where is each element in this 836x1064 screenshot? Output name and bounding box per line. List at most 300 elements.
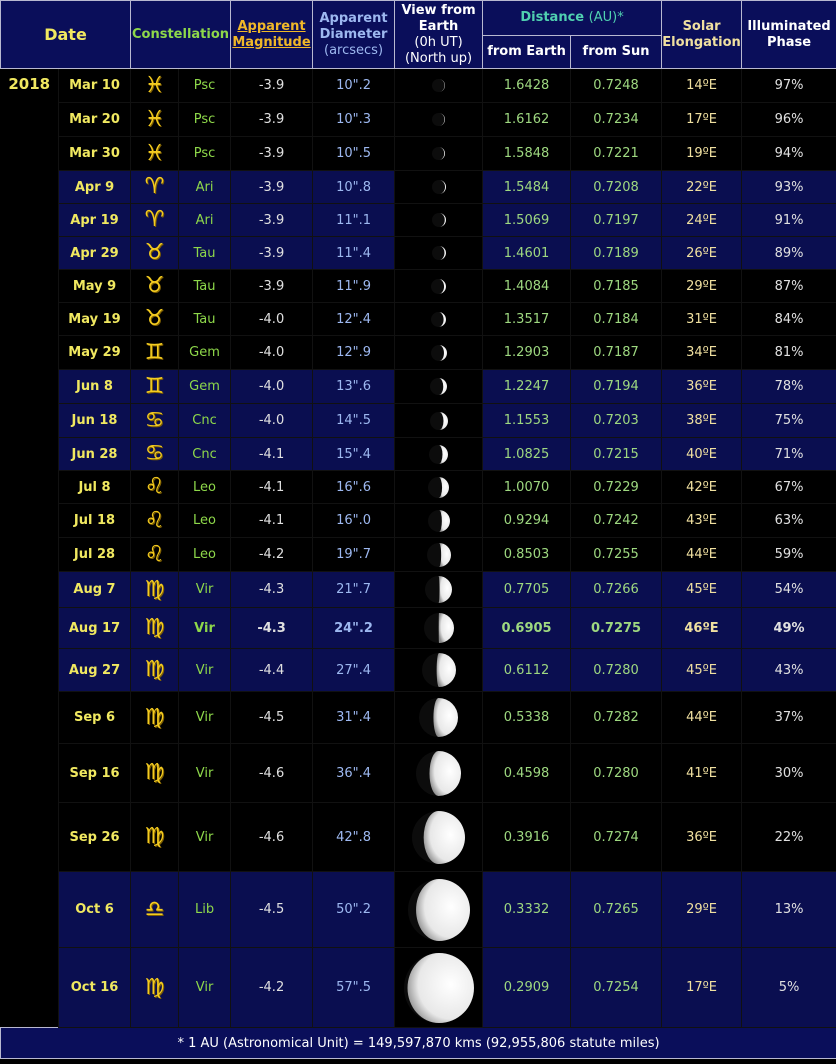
constellation-abbr: Leo: [179, 504, 231, 538]
apparent-magnitude: -3.9: [231, 204, 313, 237]
apparent-diameter: 10".8: [313, 171, 395, 204]
illuminated-phase: 49%: [742, 608, 836, 649]
distance-from-sun: 0.7189: [571, 237, 662, 270]
constellation-abbr: Psc: [179, 103, 231, 137]
venus-phase-icon: [415, 750, 462, 797]
row-date: Apr 29: [59, 237, 131, 270]
table-row: [1, 370, 836, 404]
venus-phase-view: [395, 872, 483, 948]
venus-phase-view: [395, 572, 483, 608]
row-date: May 29: [59, 336, 131, 370]
illuminated-phase: 63%: [742, 504, 836, 538]
apparent-magnitude: -4.0: [231, 404, 313, 438]
header-distance-unit: (AU)*: [588, 10, 624, 25]
header-date: Date: [1, 1, 131, 69]
row-date: Sep 16: [59, 744, 131, 803]
venus-phase-icon: [427, 476, 450, 499]
illuminated-phase: 84%: [742, 303, 836, 336]
constellation-symbol: [131, 649, 179, 692]
apparent-diameter: 50".2: [313, 872, 395, 948]
venus-phase-view: [395, 137, 483, 171]
constellation-symbol: [131, 948, 179, 1028]
virgo-icon: ♍: [144, 704, 165, 730]
apparent-diameter: 42".8: [313, 803, 395, 872]
table-row: [1, 69, 836, 103]
apparent-diameter: 16".0: [313, 504, 395, 538]
table-row: [1, 471, 836, 504]
footnote-au: * 1 AU (Astronomical Unit) = 149,597,870 kms (92,955,806 statute miles): [1, 1028, 836, 1059]
constellation-symbol: [131, 336, 179, 370]
apparent-magnitude: -3.9: [231, 171, 313, 204]
distance-from-sun: 0.7187: [571, 336, 662, 370]
venus-phase-icon: [431, 112, 446, 127]
constellation-symbol: [131, 438, 179, 471]
apparent-diameter: 11".9: [313, 270, 395, 303]
constellation-abbr: Tau: [179, 270, 231, 303]
apparent-diameter: 11".1: [313, 204, 395, 237]
constellation-abbr: Tau: [179, 303, 231, 336]
solar-elongation: 40ºE: [662, 438, 742, 471]
solar-elongation: 43ºE: [662, 504, 742, 538]
row-date: Apr 9: [59, 171, 131, 204]
row-date: Oct 6: [59, 872, 131, 948]
venus-phase-view: [395, 69, 483, 103]
apparent-magnitude: -3.9: [231, 69, 313, 103]
table-row: [1, 504, 836, 538]
distance-from-earth: 1.2903: [483, 336, 571, 370]
constellation-symbol: [131, 744, 179, 803]
solar-elongation: 22ºE: [662, 171, 742, 204]
distance-from-earth: 1.1553: [483, 404, 571, 438]
constellation-abbr: Vir: [179, 608, 231, 649]
table-row: [1, 171, 836, 204]
illuminated-phase: 81%: [742, 336, 836, 370]
constellation-abbr: Vir: [179, 572, 231, 608]
venus-phase-view: [395, 948, 483, 1028]
apparent-diameter: 13".6: [313, 370, 395, 404]
constellation-abbr: Vir: [179, 744, 231, 803]
distance-from-sun: 0.7255: [571, 538, 662, 572]
virgo-icon: ♍: [144, 657, 165, 682]
table-row: [1, 692, 836, 744]
leo-icon: ♌: [144, 541, 165, 567]
venus-phase-view: [395, 303, 483, 336]
solar-elongation: 29ºE: [662, 872, 742, 948]
venus-phase-icon: [431, 146, 446, 161]
row-date: May 9: [59, 270, 131, 303]
apparent-magnitude: -3.9: [231, 103, 313, 137]
table-row: [1, 204, 836, 237]
venus-phase-view: [395, 204, 483, 237]
constellation-symbol: [131, 237, 179, 270]
cancer-icon: ♋: [144, 407, 165, 433]
apparent-magnitude: -4.0: [231, 370, 313, 404]
venus-phase-icon: [424, 575, 453, 604]
row-date: Jul 8: [59, 471, 131, 504]
venus-phase-view: [395, 744, 483, 803]
apparent-magnitude: -4.5: [231, 872, 313, 948]
constellation-symbol: [131, 270, 179, 303]
apparent-diameter: 21".7: [313, 572, 395, 608]
venus-phase-view: [395, 370, 483, 404]
solar-elongation: 24ºE: [662, 204, 742, 237]
venus-phase-icon: [418, 697, 459, 738]
solar-elongation: 44ºE: [662, 692, 742, 744]
venus-phase-icon: [431, 179, 447, 195]
distance-from-earth: 1.5484: [483, 171, 571, 204]
distance-from-sun: 0.7242: [571, 504, 662, 538]
distance-from-earth: 1.5069: [483, 204, 571, 237]
venus-phase-view: [395, 171, 483, 204]
header-distance: [483, 1, 662, 36]
solar-elongation: 44ºE: [662, 538, 742, 572]
constellation-symbol: [131, 471, 179, 504]
apparent-magnitude: -4.1: [231, 471, 313, 504]
constellation-abbr: Vir: [179, 803, 231, 872]
distance-from-earth: 0.7705: [483, 572, 571, 608]
illuminated-phase: 43%: [742, 649, 836, 692]
apparent-diameter: 16".6: [313, 471, 395, 504]
table-row: [1, 649, 836, 692]
illuminated-phase: 93%: [742, 171, 836, 204]
distance-from-earth: 0.2909: [483, 948, 571, 1028]
venus-phase-view: [395, 404, 483, 438]
distance-from-earth: 0.8503: [483, 538, 571, 572]
illuminated-phase: 22%: [742, 803, 836, 872]
venus-phase-icon: [431, 78, 446, 93]
distance-from-earth: 0.9294: [483, 504, 571, 538]
constellation-symbol: [131, 692, 179, 744]
apparent-diameter: 14".5: [313, 404, 395, 438]
constellation-symbol: [131, 872, 179, 948]
venus-phase-icon: [430, 311, 447, 328]
distance-from-sun: 0.7274: [571, 803, 662, 872]
venus-phase-icon: [423, 612, 455, 644]
table-row: [1, 137, 836, 171]
aries-icon: ♈: [144, 207, 165, 232]
header-magnitude-link[interactable]: [231, 1, 313, 69]
virgo-icon: ♍: [144, 576, 165, 602]
constellation-abbr: Lib: [179, 872, 231, 948]
apparent-diameter: 19".7: [313, 538, 395, 572]
row-date: Mar 20: [59, 103, 131, 137]
virgo-icon: ♍: [144, 974, 165, 1000]
distance-from-earth: 1.4601: [483, 237, 571, 270]
constellation-symbol: [131, 69, 179, 103]
apparent-diameter: 15".4: [313, 438, 395, 471]
venus-phase-view: [395, 336, 483, 370]
constellation-symbol: [131, 137, 179, 171]
solar-elongation: 41ºE: [662, 744, 742, 803]
apparent-magnitude: -4.1: [231, 504, 313, 538]
apparent-diameter: 27".4: [313, 649, 395, 692]
venus-phase-icon: [429, 377, 448, 396]
constellation-symbol: [131, 538, 179, 572]
distance-from-earth: 0.3332: [483, 872, 571, 948]
distance-from-sun: 0.7282: [571, 692, 662, 744]
venus-phase-view: [395, 471, 483, 504]
table-row: [1, 538, 836, 572]
row-date: Mar 10: [59, 69, 131, 103]
constellation-abbr: Vir: [179, 692, 231, 744]
apparent-diameter: 36".4: [313, 744, 395, 803]
illuminated-phase: 96%: [742, 103, 836, 137]
distance-from-sun: 0.7229: [571, 471, 662, 504]
illuminated-phase: 54%: [742, 572, 836, 608]
constellation-symbol: [131, 608, 179, 649]
apparent-magnitude: -4.3: [231, 608, 313, 649]
libra-icon: ♎: [144, 896, 165, 922]
table-row: [1, 948, 836, 1028]
distance-from-sun: 0.7194: [571, 370, 662, 404]
year-label: 2018: [1, 69, 59, 1028]
constellation-abbr: Psc: [179, 137, 231, 171]
venus-phase-view: [395, 538, 483, 572]
virgo-icon: ♍: [144, 615, 165, 640]
row-date: Sep 6: [59, 692, 131, 744]
solar-elongation: 29ºE: [662, 270, 742, 303]
row-date: Jul 18: [59, 504, 131, 538]
taurus-icon: ♉: [144, 273, 165, 298]
solar-elongation: 26ºE: [662, 237, 742, 270]
apparent-magnitude: -4.2: [231, 948, 313, 1028]
distance-from-earth: 1.6428: [483, 69, 571, 103]
constellation-abbr: Ari: [179, 204, 231, 237]
header-view: [395, 1, 483, 69]
illuminated-phase: 89%: [742, 237, 836, 270]
table-row: [1, 872, 836, 948]
distance-from-earth: 1.3517: [483, 303, 571, 336]
apparent-diameter: 11".4: [313, 237, 395, 270]
row-date: Aug 27: [59, 649, 131, 692]
venus-phase-view: [395, 438, 483, 471]
apparent-magnitude: -3.9: [231, 137, 313, 171]
venus-phase-view: [395, 270, 483, 303]
pisces-icon: ♓: [144, 106, 165, 132]
table-row: [1, 270, 836, 303]
apparent-diameter: 24".2: [313, 608, 395, 649]
venus-phase-icon: [407, 878, 471, 942]
constellation-abbr: Psc: [179, 69, 231, 103]
illuminated-phase: 71%: [742, 438, 836, 471]
illuminated-phase: 67%: [742, 471, 836, 504]
table-row: [1, 404, 836, 438]
distance-from-sun: 0.7208: [571, 171, 662, 204]
apparent-diameter: 10".3: [313, 103, 395, 137]
constellation-symbol: [131, 572, 179, 608]
constellation-symbol: [131, 171, 179, 204]
distance-from-sun: 0.7184: [571, 303, 662, 336]
header-elongation: Solar Elongation: [662, 1, 742, 69]
distance-from-sun: 0.7280: [571, 649, 662, 692]
constellation-abbr: Leo: [179, 471, 231, 504]
distance-from-sun: 0.7280: [571, 744, 662, 803]
illuminated-phase: 5%: [742, 948, 836, 1028]
header-diameter: [313, 1, 395, 69]
table-row: [1, 103, 836, 137]
distance-from-earth: 0.3916: [483, 803, 571, 872]
illuminated-phase: 13%: [742, 872, 836, 948]
solar-elongation: 14ºE: [662, 69, 742, 103]
distance-from-sun: 0.7254: [571, 948, 662, 1028]
venus-phase-icon: [427, 509, 451, 533]
distance-from-sun: 0.7221: [571, 137, 662, 171]
leo-icon: ♌: [144, 474, 165, 499]
illuminated-phase: 91%: [742, 204, 836, 237]
table-row: [1, 608, 836, 649]
apparent-magnitude: -4.1: [231, 438, 313, 471]
apparent-magnitude: -4.5: [231, 692, 313, 744]
venus-phase-view: [395, 803, 483, 872]
distance-from-earth: 0.5338: [483, 692, 571, 744]
venus-phase-icon: [431, 245, 447, 261]
row-date: Jun 8: [59, 370, 131, 404]
header-from-earth: from Earth: [483, 36, 571, 69]
venus-phase-icon: [426, 542, 452, 568]
distance-from-earth: 0.6112: [483, 649, 571, 692]
constellation-abbr: Vir: [179, 649, 231, 692]
pisces-icon: ♓: [144, 140, 165, 166]
solar-elongation: 46ºE: [662, 608, 742, 649]
header-view-label: View from Earth: [401, 2, 476, 34]
header-distance-label: Distance: [520, 10, 585, 25]
constellation-symbol: [131, 404, 179, 438]
aries-icon: ♈: [144, 174, 165, 199]
header-view-note-north: (North up): [404, 50, 473, 66]
solar-elongation: 34ºE: [662, 336, 742, 370]
row-date: Mar 30: [59, 137, 131, 171]
table-row: [1, 744, 836, 803]
constellation-symbol: [131, 370, 179, 404]
taurus-icon: ♉: [144, 240, 165, 265]
apparent-diameter: 10".2: [313, 69, 395, 103]
constellation-symbol: [131, 303, 179, 336]
apparent-magnitude: -3.9: [231, 237, 313, 270]
illuminated-phase: 78%: [742, 370, 836, 404]
constellation-abbr: Gem: [179, 336, 231, 370]
header-view-note-ut: (0h UT): [414, 34, 463, 50]
virgo-icon: ♍: [144, 824, 165, 849]
pisces-icon: ♓: [144, 72, 165, 98]
constellation-abbr: Leo: [179, 538, 231, 572]
header-magnitude-label[interactable]: Apparent Magnitude: [232, 18, 311, 50]
distance-from-sun: 0.7275: [571, 608, 662, 649]
illuminated-phase: 87%: [742, 270, 836, 303]
distance-from-sun: 0.7266: [571, 572, 662, 608]
apparent-magnitude: -4.6: [231, 803, 313, 872]
row-date: Aug 7: [59, 572, 131, 608]
header-phase: Illuminated Phase: [742, 1, 836, 69]
constellation-symbol: [131, 504, 179, 538]
venus-phase-icon: [430, 278, 447, 295]
gemini-icon: ♊: [144, 339, 165, 365]
venus-phase-icon: [430, 344, 448, 362]
distance-from-sun: 0.7248: [571, 69, 662, 103]
distance-from-earth: 1.4084: [483, 270, 571, 303]
apparent-magnitude: -4.4: [231, 649, 313, 692]
leo-icon: ♌: [144, 507, 165, 533]
illuminated-phase: 94%: [742, 137, 836, 171]
constellation-abbr: Cnc: [179, 438, 231, 471]
solar-elongation: 31ºE: [662, 303, 742, 336]
header-from-sun: from Sun: [571, 36, 662, 69]
venus-phase-view: [395, 103, 483, 137]
distance-from-sun: 0.7185: [571, 270, 662, 303]
constellation-abbr: Tau: [179, 237, 231, 270]
cancer-icon: ♋: [144, 441, 165, 466]
constellation-symbol: [131, 204, 179, 237]
apparent-magnitude: -4.0: [231, 303, 313, 336]
distance-from-earth: 0.4598: [483, 744, 571, 803]
row-date: Sep 26: [59, 803, 131, 872]
distance-from-sun: 0.7215: [571, 438, 662, 471]
illuminated-phase: 37%: [742, 692, 836, 744]
venus-phase-icon: [428, 444, 449, 465]
table-row: [1, 803, 836, 872]
taurus-icon: ♉: [144, 306, 165, 331]
table-row: [1, 303, 836, 336]
solar-elongation: 36ºE: [662, 370, 742, 404]
illuminated-phase: 59%: [742, 538, 836, 572]
table-row: [1, 572, 836, 608]
distance-from-sun: 0.7234: [571, 103, 662, 137]
apparent-magnitude: -3.9: [231, 270, 313, 303]
row-date: Aug 17: [59, 608, 131, 649]
row-date: Oct 16: [59, 948, 131, 1028]
venus-phase-icon: [411, 810, 466, 865]
row-date: Jun 28: [59, 438, 131, 471]
constellation-abbr: Ari: [179, 171, 231, 204]
venus-phase-view: [395, 237, 483, 270]
row-date: Jul 28: [59, 538, 131, 572]
solar-elongation: 17ºE: [662, 948, 742, 1028]
constellation-abbr: Vir: [179, 948, 231, 1028]
solar-elongation: 45ºE: [662, 649, 742, 692]
row-date: Jun 18: [59, 404, 131, 438]
apparent-magnitude: -4.3: [231, 572, 313, 608]
apparent-magnitude: -4.2: [231, 538, 313, 572]
constellation-abbr: Gem: [179, 370, 231, 404]
venus-phase-icon: [429, 411, 449, 431]
distance-from-sun: 0.7265: [571, 872, 662, 948]
header-diameter-unit: (arcsecs): [324, 42, 384, 58]
apparent-diameter: 12".4: [313, 303, 395, 336]
venus-phase-view: [395, 504, 483, 538]
venus-phase-icon: [403, 952, 475, 1024]
gemini-icon: ♊: [144, 373, 165, 399]
illuminated-phase: 30%: [742, 744, 836, 803]
distance-from-earth: 1.0070: [483, 471, 571, 504]
venus-phase-icon: [421, 652, 457, 688]
solar-elongation: 45ºE: [662, 572, 742, 608]
distance-from-sun: 0.7197: [571, 204, 662, 237]
illuminated-phase: 97%: [742, 69, 836, 103]
venus-phase-view: [395, 649, 483, 692]
virgo-icon: ♍: [144, 760, 165, 785]
distance-from-earth: 1.5848: [483, 137, 571, 171]
distance-from-earth: 1.2247: [483, 370, 571, 404]
solar-elongation: 17ºE: [662, 103, 742, 137]
table-row: [1, 237, 836, 270]
illuminated-phase: 75%: [742, 404, 836, 438]
table-row: [1, 336, 836, 370]
apparent-magnitude: -4.6: [231, 744, 313, 803]
distance-from-earth: 1.0825: [483, 438, 571, 471]
header-constellation: Constellation: [131, 1, 231, 69]
venus-phase-view: [395, 608, 483, 649]
distance-from-sun: 0.7203: [571, 404, 662, 438]
apparent-diameter: 31".4: [313, 692, 395, 744]
